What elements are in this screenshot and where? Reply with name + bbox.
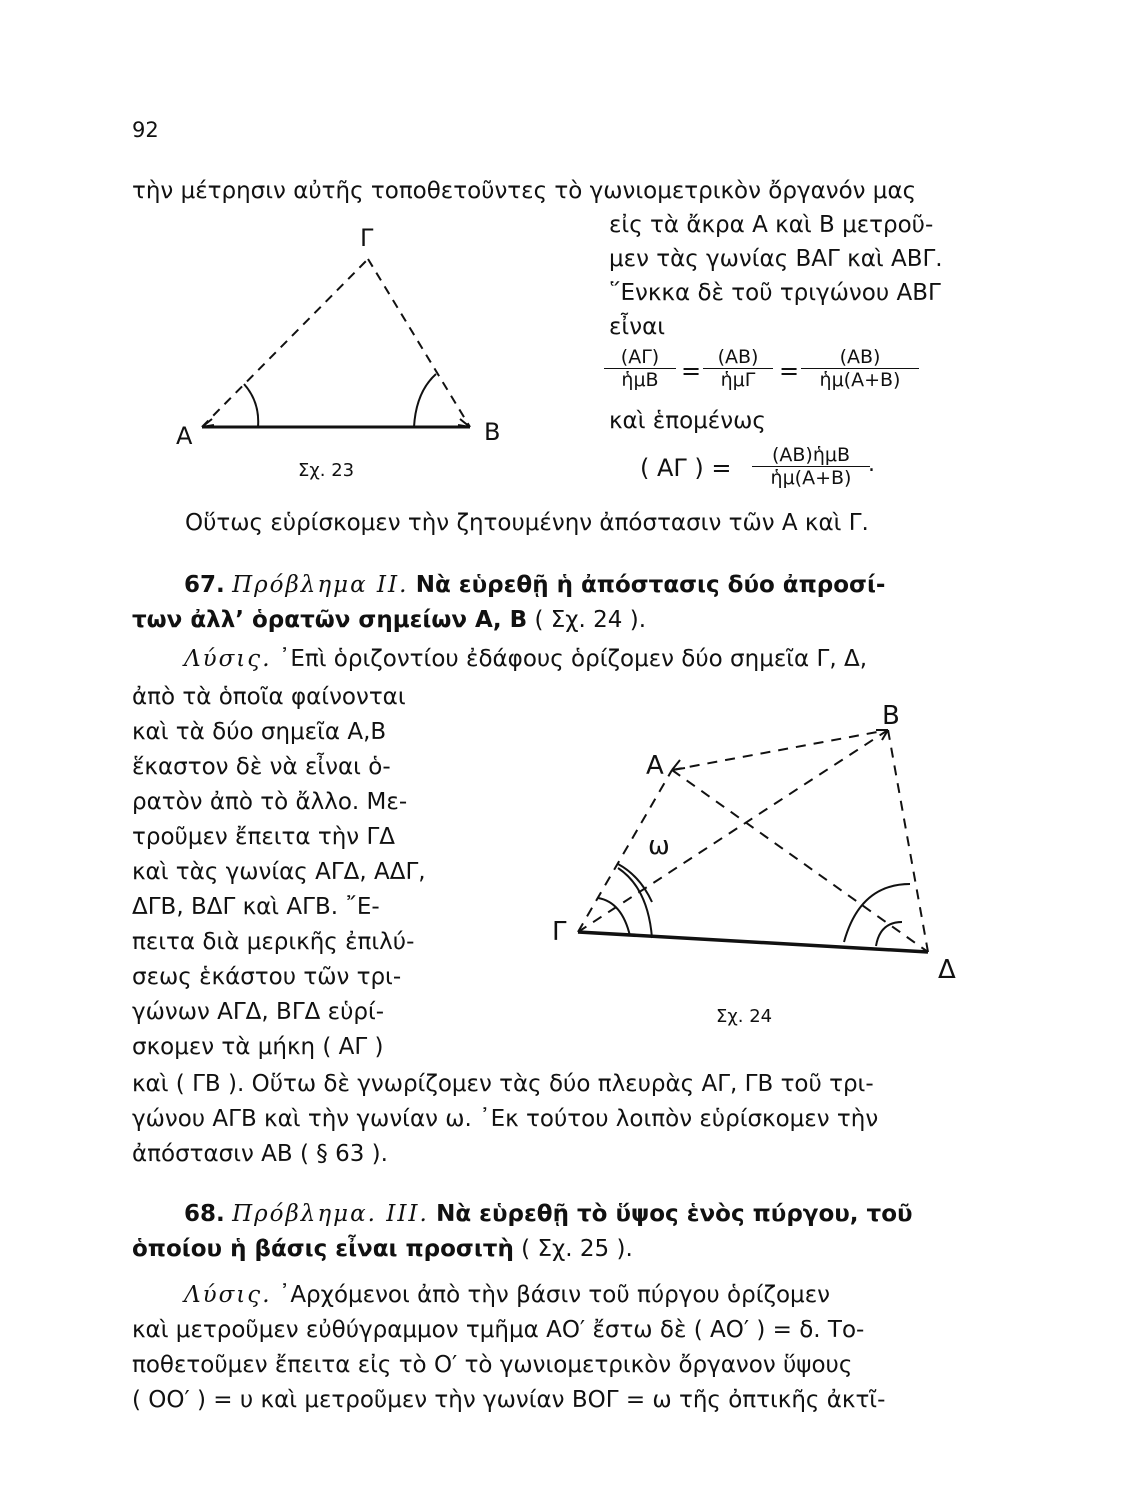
fig23-side-ag — [202, 259, 368, 427]
problem-68-title-1: Νὰ εὑρεθῇ τὸ ὕψος ἑνὸς πύργου, τοῦ — [436, 1201, 913, 1227]
fig24-line-bd — [888, 730, 928, 952]
fig23-angle-a — [244, 384, 258, 427]
figure-23 — [168, 222, 528, 484]
problem-68-title-line-2 — [132, 1232, 633, 1266]
conclusion-line: Οὕτως εὑρίσκομεν τὴν ζητουμένην ἀπόστασιν τῶν Α καὶ Γ. — [185, 510, 869, 536]
fraction-result — [752, 444, 870, 489]
intro-line-4: ῞Ενκκα δὲ τοῦ τριγώνου ΑΒΓ — [609, 280, 941, 306]
problem-67-title-1: Νὰ εὑρεθῇ ἡ ἀπόστασις δύο ἀπροσί- — [415, 572, 886, 598]
p67-full-1: καὶ ( ΓΒ ). Οὕτω δὲ γνωρίζομεν τὰς δύο πλευρὰς ΑΓ, ΓΒ τοῦ τρι- — [132, 1071, 874, 1097]
problem-67-solution-text: ᾿Επὶ ὁριζοντίου ἐδάφους ὁρίζομεν δύο σημεῖα Γ, Δ, — [278, 646, 868, 672]
intro-then: καὶ ἑπομένως — [609, 408, 766, 434]
fig24-caption: Σχ. 24 — [716, 1006, 773, 1027]
page-number: 92 — [132, 118, 159, 142]
fraction-numerator: (ΑΓ) — [604, 346, 676, 369]
p67-col-2: καὶ τὰ δύο σημεῖα Α,Β — [132, 719, 387, 745]
formula2-dot: . — [868, 452, 875, 477]
p67-col-10: γώνων ΑΓΔ, ΒΓΔ εὑρί- — [132, 999, 385, 1025]
fraction-ab-sinab — [801, 346, 919, 391]
fig24-line-gb — [578, 730, 888, 932]
problem-67-label: Πρόβλημα II. — [232, 572, 409, 598]
p68-line-3: ( ΟΟ′ ) = υ καὶ μετροῦμεν τὴν γωνίαν ΒΟΓ = ω τῆς ὀπτικῆς ἀκτῖ- — [132, 1387, 886, 1413]
p67-col-8: πειτα διὰ μερικῆς ἐπιλύ- — [132, 929, 415, 955]
fraction-denominator: ἡμ(Α+Β) — [770, 467, 852, 489]
formula2-lhs: ( ΑΓ ) = — [640, 454, 732, 482]
p67-col-4: ρατὸν ἀπὸ τὸ ἄλλο. Με- — [132, 789, 408, 815]
fraction-numerator: (ΑΒ) — [703, 346, 773, 369]
p67-col-5: τροῦμεν ἔπειτα τὴν ΓΔ — [132, 824, 395, 850]
problem-68-title-line-1 — [184, 1197, 913, 1231]
problem-68-title-2: ὁποίου ἡ βάσις εἶναι προσιτὴ — [132, 1236, 514, 1262]
problem-68-number: 68. — [184, 1201, 225, 1227]
fraction-denominator: ἡμΓ — [720, 369, 756, 391]
problem-68-ref: ( Σχ. 25 ). — [521, 1236, 633, 1262]
problem-67-title-line-2 — [132, 603, 646, 637]
fraction-ab-sing — [703, 346, 773, 391]
equals-sign: = — [779, 357, 800, 385]
fig23-label-a: Α — [176, 422, 193, 450]
p68-line-2: ποθετοῦμεν ἔπειτα εἰς τὸ Ο′ τὸ γωνιομετρικὸν ὄργανον ὕψους — [132, 1352, 853, 1378]
problem-67-ref: ( Σχ. 24 ). — [534, 607, 647, 633]
fig24-angle-d-outer — [844, 884, 910, 942]
problem-67-solution-label: Λύσις. — [184, 646, 272, 672]
figure-24 — [540, 688, 980, 1028]
p67-col-6: καὶ τὰς γωνίας ΑΓΔ, ΑΔΓ, — [132, 859, 426, 885]
fig23-label-g: Γ — [360, 224, 374, 252]
intro-line-2: εἰς τὰ ἄκρα Α καὶ Β μετροῦ- — [609, 212, 934, 238]
problem-67-solution-first — [184, 642, 867, 676]
fig24-label-a: Α — [646, 751, 664, 781]
problem-68-solution-label: Λύσις. — [184, 1282, 272, 1308]
fig23-label-b: Β — [484, 418, 501, 446]
p67-col-3: ἕκαστον δὲ νὰ εἶναι ὁ- — [132, 754, 391, 780]
problem-68-solution-first — [184, 1278, 830, 1312]
fig24-angle-g-outer — [618, 868, 652, 938]
problem-67-title-2: των ἀλλ’ ὁρατῶν σημείων Α, Β — [132, 607, 528, 633]
fig24-angle-d-inner — [876, 922, 902, 946]
fig24-label-b: Β — [882, 701, 900, 731]
equals-sign: = — [681, 357, 702, 385]
p67-col-9: σεως ἑκάστου τῶν τρι- — [132, 964, 402, 990]
p68-line-1: καὶ μετροῦμεν εὐθύγραμμον τμῆμα ΑΟ′ ἔστω δὲ ( ΑΟ′ ) = δ. Το- — [132, 1317, 865, 1343]
intro-line-5: εἶναι — [609, 314, 666, 340]
fig24-angle-g-inner — [598, 898, 630, 936]
fig24-arrow-a — [672, 760, 685, 770]
fraction-ag-sinb — [604, 346, 676, 391]
problem-68-solution-text: ᾿Αρχόμενοι ἀπὸ τὴν βάσιν τοῦ πύργου ὁρίζομεν — [278, 1282, 830, 1308]
fig24-label-d: Δ — [938, 955, 956, 985]
p67-col-1: ἀπὸ τὰ ὁποῖα φαίνονται — [132, 684, 406, 710]
p67-full-3: ἀπόστασιν ΑΒ ( § 63 ). — [132, 1141, 388, 1167]
fig23-arrow-a — [202, 419, 214, 427]
fraction-numerator: (ΑΒ)ἡμΒ — [752, 444, 870, 467]
problem-68-label: Πρόβλημα. III. — [232, 1201, 429, 1227]
intro-line-3: μεν τὰς γωνίας ΒΑΓ καὶ ΑΒΓ. — [609, 246, 943, 272]
intro-line-1: τὴν μέτρησιν αὐτῆς τοποθετοῦντες τὸ γωνιομετρικὸν ὄργανόν μας — [132, 178, 917, 204]
fraction-denominator: ἡμΒ — [621, 369, 659, 391]
p67-col-7: ΔΓΒ, ΒΔΓ καὶ ΑΓΒ. ῎Ε- — [132, 894, 380, 920]
fig23-caption: Σχ. 23 — [298, 460, 355, 481]
fraction-numerator: (ΑΒ) — [801, 346, 919, 369]
fig24-label-g: Γ — [552, 917, 567, 947]
problem-67-title-line-1 — [184, 568, 885, 602]
fraction-denominator: ἡμ(Α+Β) — [819, 369, 901, 391]
fig24-label-omega: ω — [648, 831, 670, 861]
p67-full-2: γώνου ΑΓΒ καὶ τὴν γωνίαν ω. ᾿Εκ τούτου λοιπὸν εὑρίσκομεν τὴν — [132, 1106, 879, 1132]
p67-col-11: σκομεν τὰ μήκη ( ΑΓ ) — [132, 1034, 384, 1060]
problem-67-number: 67. — [184, 572, 225, 598]
fig23-angle-b — [414, 374, 436, 427]
